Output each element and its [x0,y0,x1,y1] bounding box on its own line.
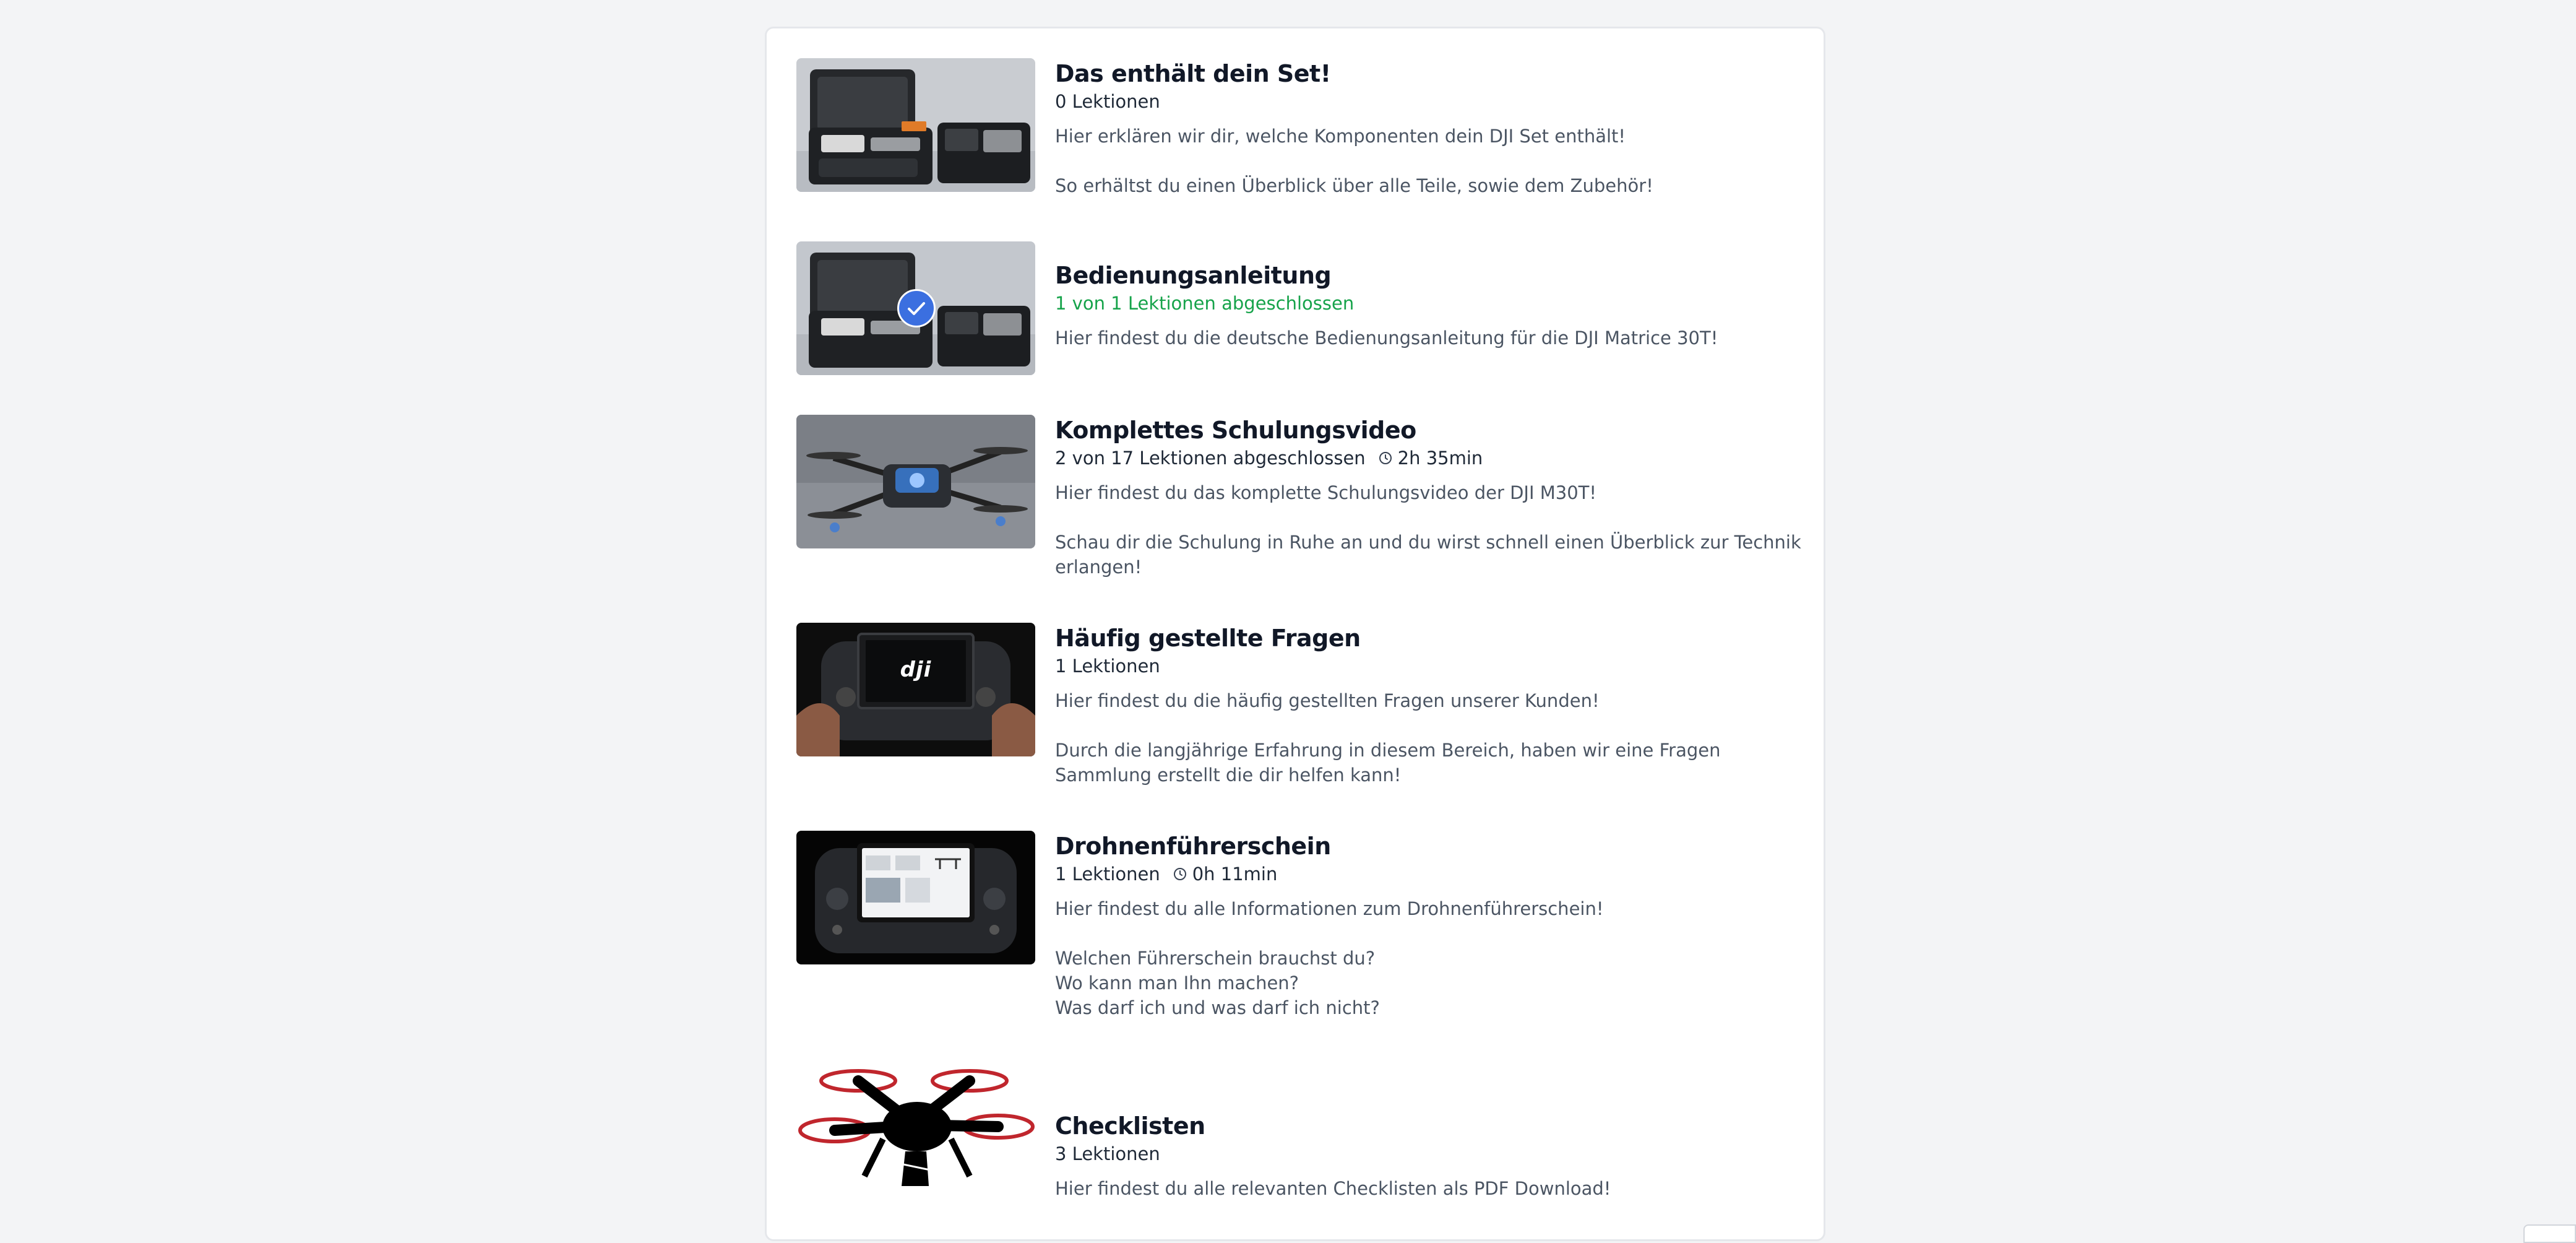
module-title[interactable]: Drohnenführerschein [1055,833,1331,860]
module-thumbnail[interactable] [796,241,1035,375]
module-lesson-count: 1 Lektionen [1055,864,1160,885]
module-thumbnail[interactable] [796,623,1035,756]
module-description: Hier findest du die häufig gestellten Fragen unserer Kunden! Durch die langjährige Erfahrung in diesem Bereich, haben wir eine Fragen Sammlung erstellt die dir helfen kann! [1055,690,1721,786]
module-lesson-count: 0 Lektionen [1055,91,1160,112]
module-description: Hier findest du alle Informationen zum Drohnenführerschein! Welchen Führerschein brauchst du? Wo kann man Ihn machen? Was darf ich und was darf ich nicht? [1055,898,1604,1018]
module-duration: 2h 35min [1397,448,1483,469]
drone-icon [796,1059,1035,1192]
module-thumbnail[interactable] [796,58,1035,192]
module-description: Hier findest du die deutsche Bedienungsanleitung für die DJI Matrice 30T! [1055,327,1718,349]
dji-logo: dji [900,657,932,682]
module-title[interactable]: Das enthält dein Set! [1055,60,1331,87]
module-meta [1055,862,1804,886]
module-description: Hier findest du alle relevanten Checklisten als PDF Download! [1055,1178,1611,1199]
module-thumbnail[interactable] [796,1059,1035,1192]
completed-badge [897,289,936,327]
module-thumbnail[interactable] [796,415,1035,548]
module-title[interactable]: Bedienungsanleitung [1055,262,1332,289]
checkmark-icon [899,291,934,326]
module-meta [1055,446,1804,470]
module-title[interactable]: Checklisten [1055,1112,1205,1140]
module-description: Hier findest du das komplette Schulungsvideo der DJI M30T! Schau dir die Schulung in Ruhe an und du wirst schnell einen Überblick zur Technik erlangen! [1055,482,1801,578]
module-title[interactable]: Komplettes Schulungsvideo [1055,417,1416,444]
module-thumbnail[interactable] [796,831,1035,964]
module-lesson-count: 1 Lektionen [1055,656,1160,677]
corner-widget[interactable] [2523,1224,2576,1243]
module-title[interactable]: Häufig gestellte Fragen [1055,625,1361,652]
clock-icon [1173,867,1187,881]
module-progress: 2 von 17 Lektionen abgeschlossen [1055,448,1366,469]
module-lesson-count: 3 Lektionen [1055,1143,1160,1164]
clock-icon [1378,451,1393,466]
module-description: Hier erklären wir dir, welche Komponenten dein DJI Set enthält! So erhältst du einen Überblick über alle Teile, sowie dem Zubehör! [1055,126,1653,196]
module-progress: 1 von 1 Lektionen abgeschlossen [1055,293,1355,314]
module-duration: 0h 11min [1192,864,1278,885]
course-modules-card [765,27,1825,1241]
